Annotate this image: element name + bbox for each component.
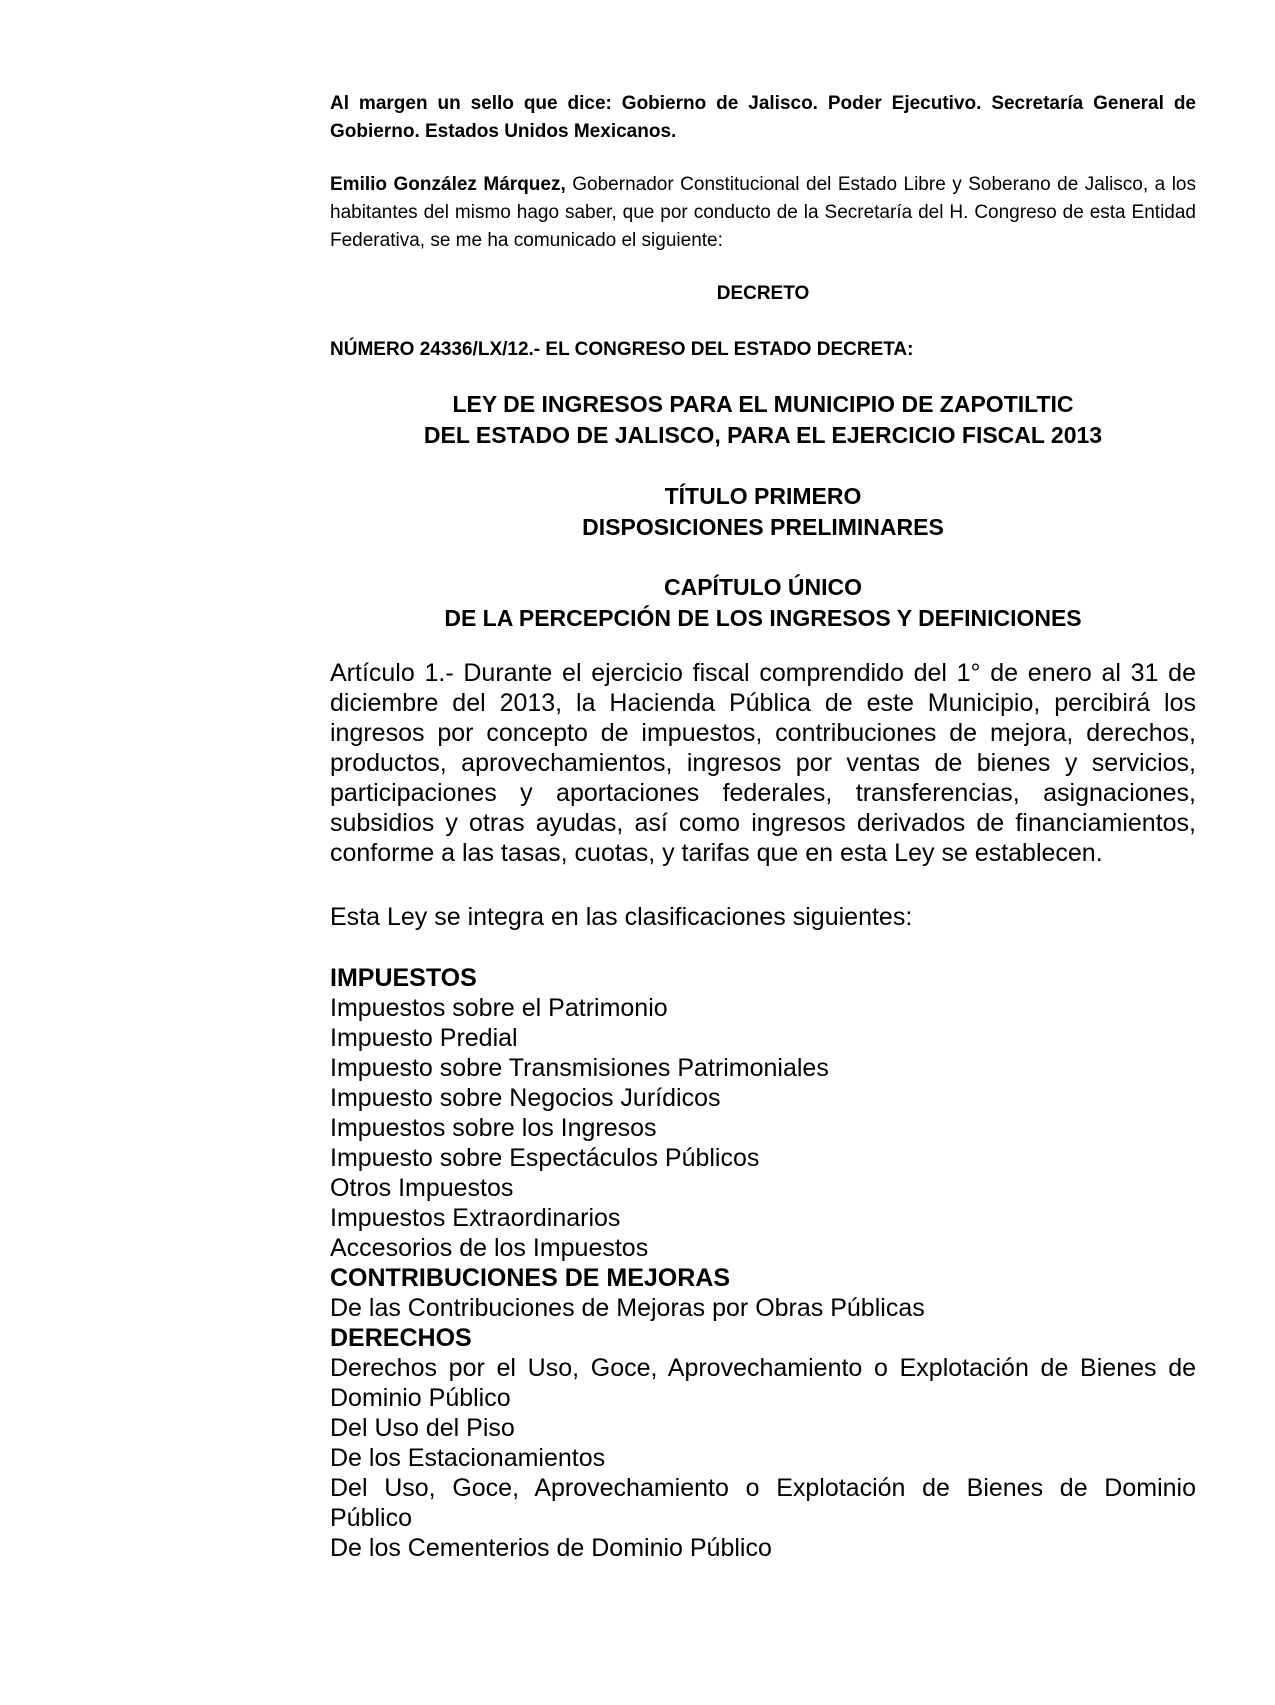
list-item: Impuesto sobre Transmisiones Patrimoniales [330, 1054, 829, 1082]
decreto-heading: DECRETO [716, 283, 810, 304]
classification-intro: Esta Ley se integra en las clasificaciones siguientes: [330, 903, 913, 931]
classification-list [330, 963, 1196, 1563]
list-item: De las Contribuciones de Mejoras por Obras Públicas [330, 1294, 925, 1322]
margin-note: Al margen un sello que dice: Gobierno de Jalisco. Poder Ejecutivo. Secretaría General de Gobierno. Estados Unidos Mexicanos. [330, 93, 1196, 142]
capitulo-line-1: CAPÍTULO ÚNICO [663, 574, 863, 600]
intro-text: Gobernador Constitucional del Estado Libre y Soberano de Jalisco, a los habitantes del mismo hago saber, que por conducto de la Secretaría del H. Congreso de esta Entidad Federativa, se me ha comunicado el siguiente: [330, 174, 1196, 251]
list-item: Impuestos sobre el Patrimonio [330, 994, 668, 1022]
list-item: De los Cementerios de Dominio Público [330, 1534, 772, 1562]
list-item: Otros Impuestos [330, 1174, 514, 1202]
list-item: Impuesto Predial [330, 1024, 518, 1052]
law-title [330, 389, 1196, 451]
titulo-heading [330, 481, 1196, 543]
law-title-line-2: DEL ESTADO DE JALISCO, PARA EL EJERCICIO FISCAL 2013 [423, 422, 1103, 448]
list-item: Derechos por el Uso, Goce, Aprovechamiento o Explotación de Bienes de Dominio Público [330, 1354, 1196, 1412]
classification-heading: CONTRIBUCIONES DE MEJORAS [330, 1264, 731, 1292]
list-item: Impuesto sobre Espectáculos Públicos [330, 1144, 760, 1172]
governor-name: Emilio González Márquez, [330, 174, 566, 195]
list-item: Del Uso, Goce, Aprovechamiento o Explotación de Bienes de Dominio Público [330, 1474, 1196, 1532]
list-item: Impuesto sobre Negocios Jurídicos [330, 1084, 721, 1112]
list-item: Impuestos Extraordinarios [330, 1204, 621, 1232]
intro-paragraph [330, 171, 1196, 255]
capitulo-line-2: DE LA PERCEPCIÓN DE LOS INGRESOS Y DEFINICIONES [444, 605, 1082, 631]
list-item: Accesorios de los Impuestos [330, 1234, 649, 1262]
law-title-line-1: LEY DE INGRESOS PARA EL MUNICIPIO DE ZAPOTILTIC [452, 391, 1074, 417]
titulo-line-1: TÍTULO PRIMERO [664, 483, 862, 509]
titulo-line-2: DISPOSICIONES PRELIMINARES [582, 514, 944, 540]
article-1: Artículo 1.- Durante el ejercicio fiscal comprendido del 1° de enero al 31 de diciembre del 2013, la Hacienda Pública de este Municipio, percibirá los ingresos por concepto de impuestos, contribuciones de mejora, derechos, productos, aprovechamientos, ingresos por ventas de bienes y servicios, participaciones y aportaciones federales, transferencias, asignaciones, subsidios y otras ayudas, así como ingresos derivados de financiamientos, conforme a las tasas, cuotas, y tarifas que en esta Ley se establecen. [330, 659, 1196, 867]
classification-heading: IMPUESTOS [330, 964, 477, 992]
classification-heading: DERECHOS [330, 1324, 472, 1352]
list-item: De los Estacionamientos [330, 1444, 606, 1472]
decree-number: NÚMERO 24336/LX/12.- EL CONGRESO DEL ESTADO DECRETA: [330, 339, 914, 360]
capitulo-heading [330, 572, 1196, 634]
list-item: Del Uso del Piso [330, 1414, 515, 1442]
list-item: Impuestos sobre los Ingresos [330, 1114, 657, 1142]
